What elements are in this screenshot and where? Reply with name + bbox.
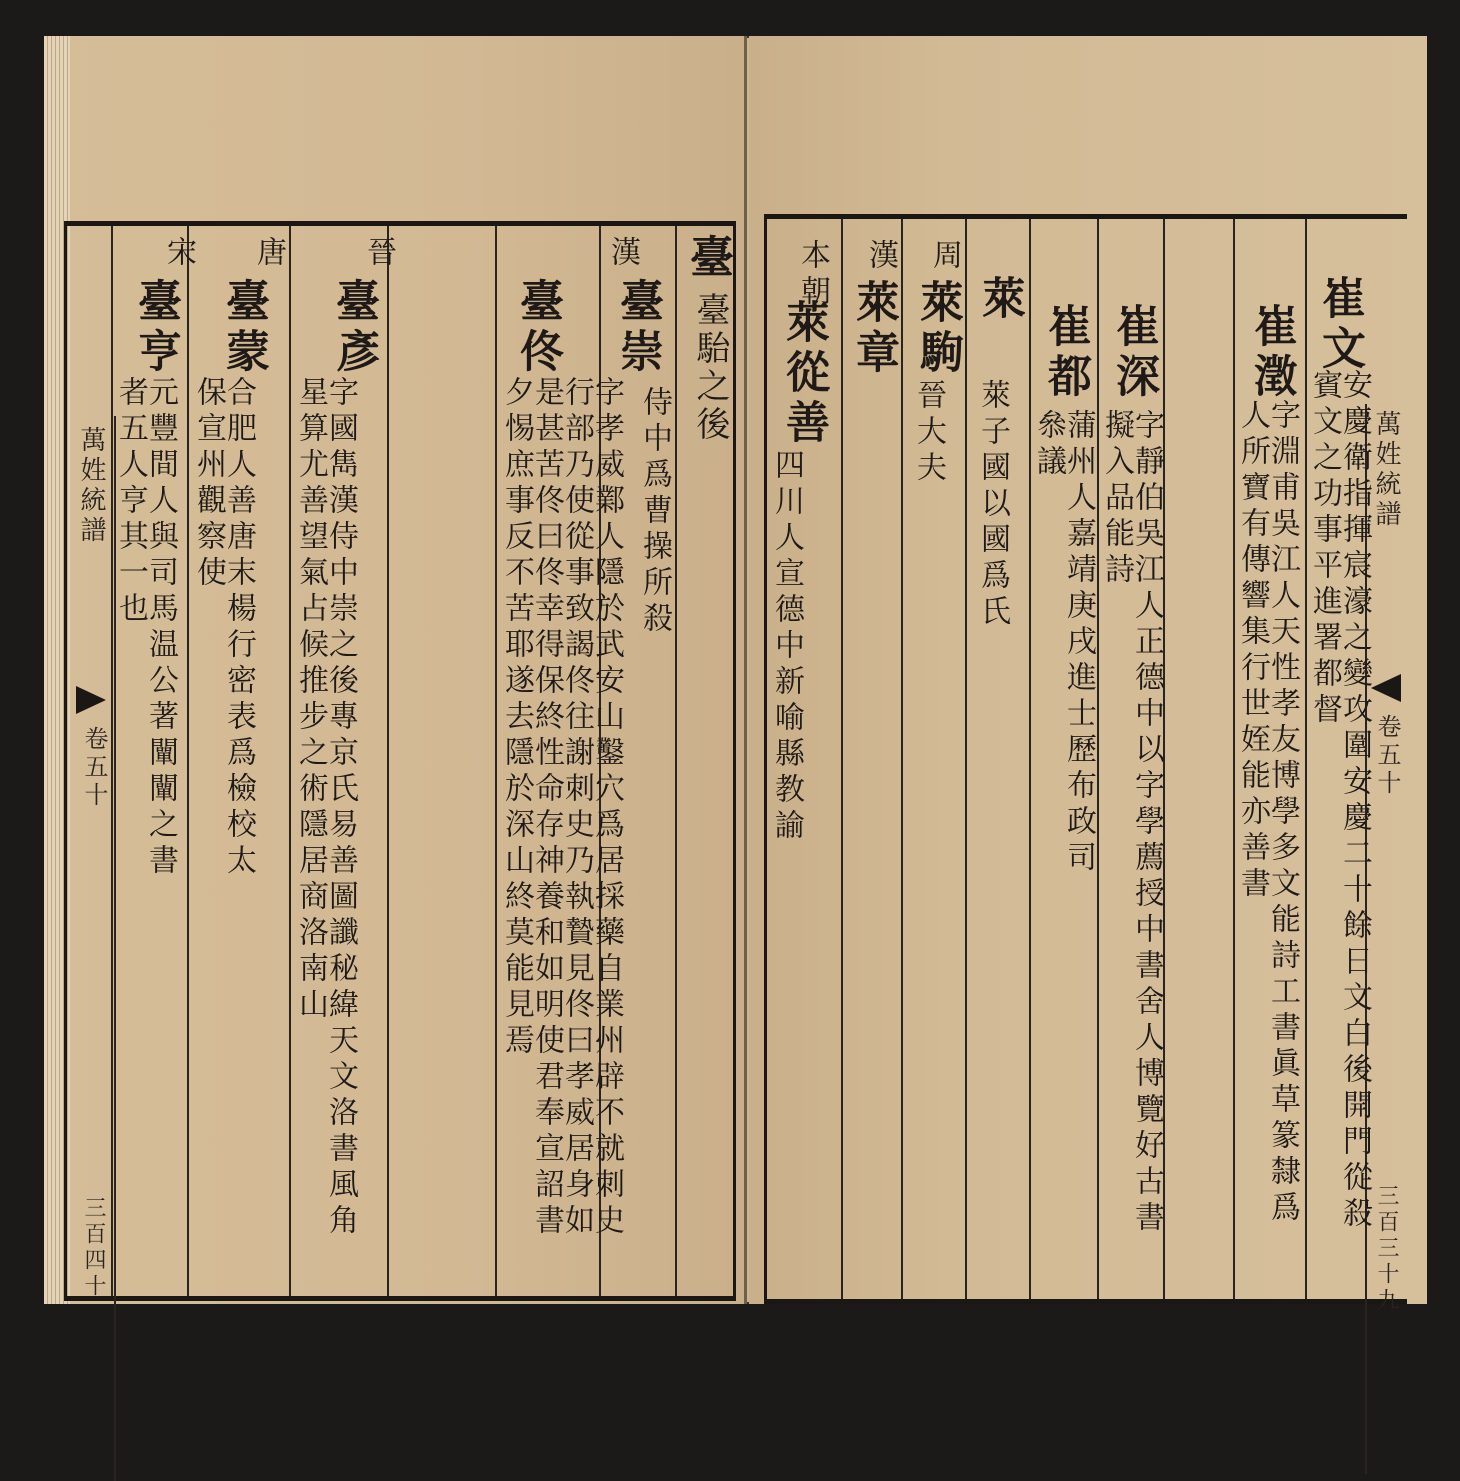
left-col-5 [289, 226, 396, 1296]
entry-name: 崔文 [1314, 275, 1365, 375]
spine-page-number: 三百三十九 [1374, 1184, 1399, 1314]
right-col-5 [1029, 219, 1099, 1299]
entry-era: 唐 [251, 236, 286, 272]
entry-name: 臺佟 [512, 278, 563, 378]
entry-text: 侍中爲曹操所殺 [637, 386, 672, 638]
right-col-1 [1305, 219, 1372, 1299]
left-spine [72, 416, 116, 1481]
spine-title: 萬姓統譜 [1371, 410, 1401, 530]
entry-name: 萊駒 [912, 279, 963, 379]
entry-name: 萊 [974, 275, 1025, 325]
left-col-7 [111, 226, 196, 1296]
entry-name: 崔都 [1040, 303, 1091, 403]
entry-text: 元豐間人與司馬温公著闡闡之書者五人亨其一也 [113, 376, 178, 880]
right-col-4 [1097, 219, 1165, 1299]
entry-name: 臺彥 [328, 278, 379, 378]
right-col-6 [965, 219, 1031, 1299]
right-col-9 [767, 219, 841, 1299]
entry-name: 崔深 [1108, 303, 1159, 403]
spine-title: 萬姓統譜 [76, 426, 106, 546]
entry-text: 萊子國以國爲氏 [975, 379, 1010, 631]
entry-text: 晉大夫 [911, 379, 946, 487]
right-col-2 [1233, 219, 1307, 1299]
fish-tail-mark [76, 686, 106, 714]
entry-name: 臺蒙 [218, 278, 269, 378]
entry-text: 安慶衛指揮宸濠之變攻圍安慶二十餘日文白後開門從殺賓文之功事平進署都督 [1307, 369, 1372, 1233]
entry-era: 漢 [863, 239, 898, 275]
entry-name: 萊從善 [778, 299, 829, 449]
left-page-frame [64, 221, 736, 1301]
right-page-frame [764, 214, 1407, 1314]
left-col-1 [675, 226, 735, 1296]
entry-name: 崔澂 [1246, 303, 1297, 403]
book-spread [44, 36, 1427, 1314]
spine-volume: 卷五十 [80, 726, 108, 810]
left-col-4 [387, 226, 497, 1296]
spine-page-number: 三百四十 [81, 1196, 106, 1300]
left-col-3 [495, 226, 624, 1296]
entry-era: 晉 [361, 236, 396, 272]
right-col-8 [841, 219, 903, 1299]
entry-era: 宋 [161, 236, 196, 272]
entry-era: 漢 [605, 236, 640, 272]
entry-text: 字淵甫吳江人天性孝友博學多文能詩工書眞草篆隸爲人所寶有傳響集行世姪能亦善書 [1235, 399, 1300, 1227]
right-col-7 [901, 219, 967, 1299]
entry-text: 臺駘之後 [690, 292, 730, 444]
spine-volume: 卷五十 [1373, 714, 1401, 798]
left-col-6 [187, 226, 291, 1296]
left-page [44, 36, 747, 1304]
entry-name: 臺 [682, 234, 733, 284]
entry-text: 蒲州人嘉靖庚戌進士歷布政司叅議 [1031, 409, 1096, 877]
entry-text: 合肥人善唐末楊行密表爲檢校太保宣州觀察使 [191, 376, 256, 880]
entry-name: 萊章 [848, 279, 899, 379]
fish-tail-mark [1371, 674, 1401, 702]
entry-text: 四川人宣德中新喻縣教諭 [769, 449, 804, 845]
right-col-3 [1163, 219, 1235, 1299]
entry-era: 本朝 [795, 239, 830, 311]
entry-name: 臺亨 [130, 278, 181, 378]
entry-text: 字靜伯吳江人正德中以字學薦授中書舍人博覽好古書擬入品能詩 [1099, 409, 1164, 1237]
entry-name: 臺崇 [612, 278, 663, 378]
entry-text: 字孝威鄴人隱於武安山鑿穴爲居採藥自業州辟不就刺史行部乃使從事致謁佟往謝刺史乃執贄見佟曰孝威居身如是甚苦佟曰佟幸得保終性命存神養和如明使君奉宣詔書夕惕庶事反不苦耶遂去隱於深山終莫能見焉 [499, 376, 624, 1240]
entry-text: 字國雋漢侍中崇之後專京氏易善圖讖秘緯天文洛書風角星算尤善望氣占候推步之術隱居商洛南山 [293, 376, 358, 1240]
entry-era: 周 [927, 239, 962, 275]
right-page [749, 36, 1427, 1314]
